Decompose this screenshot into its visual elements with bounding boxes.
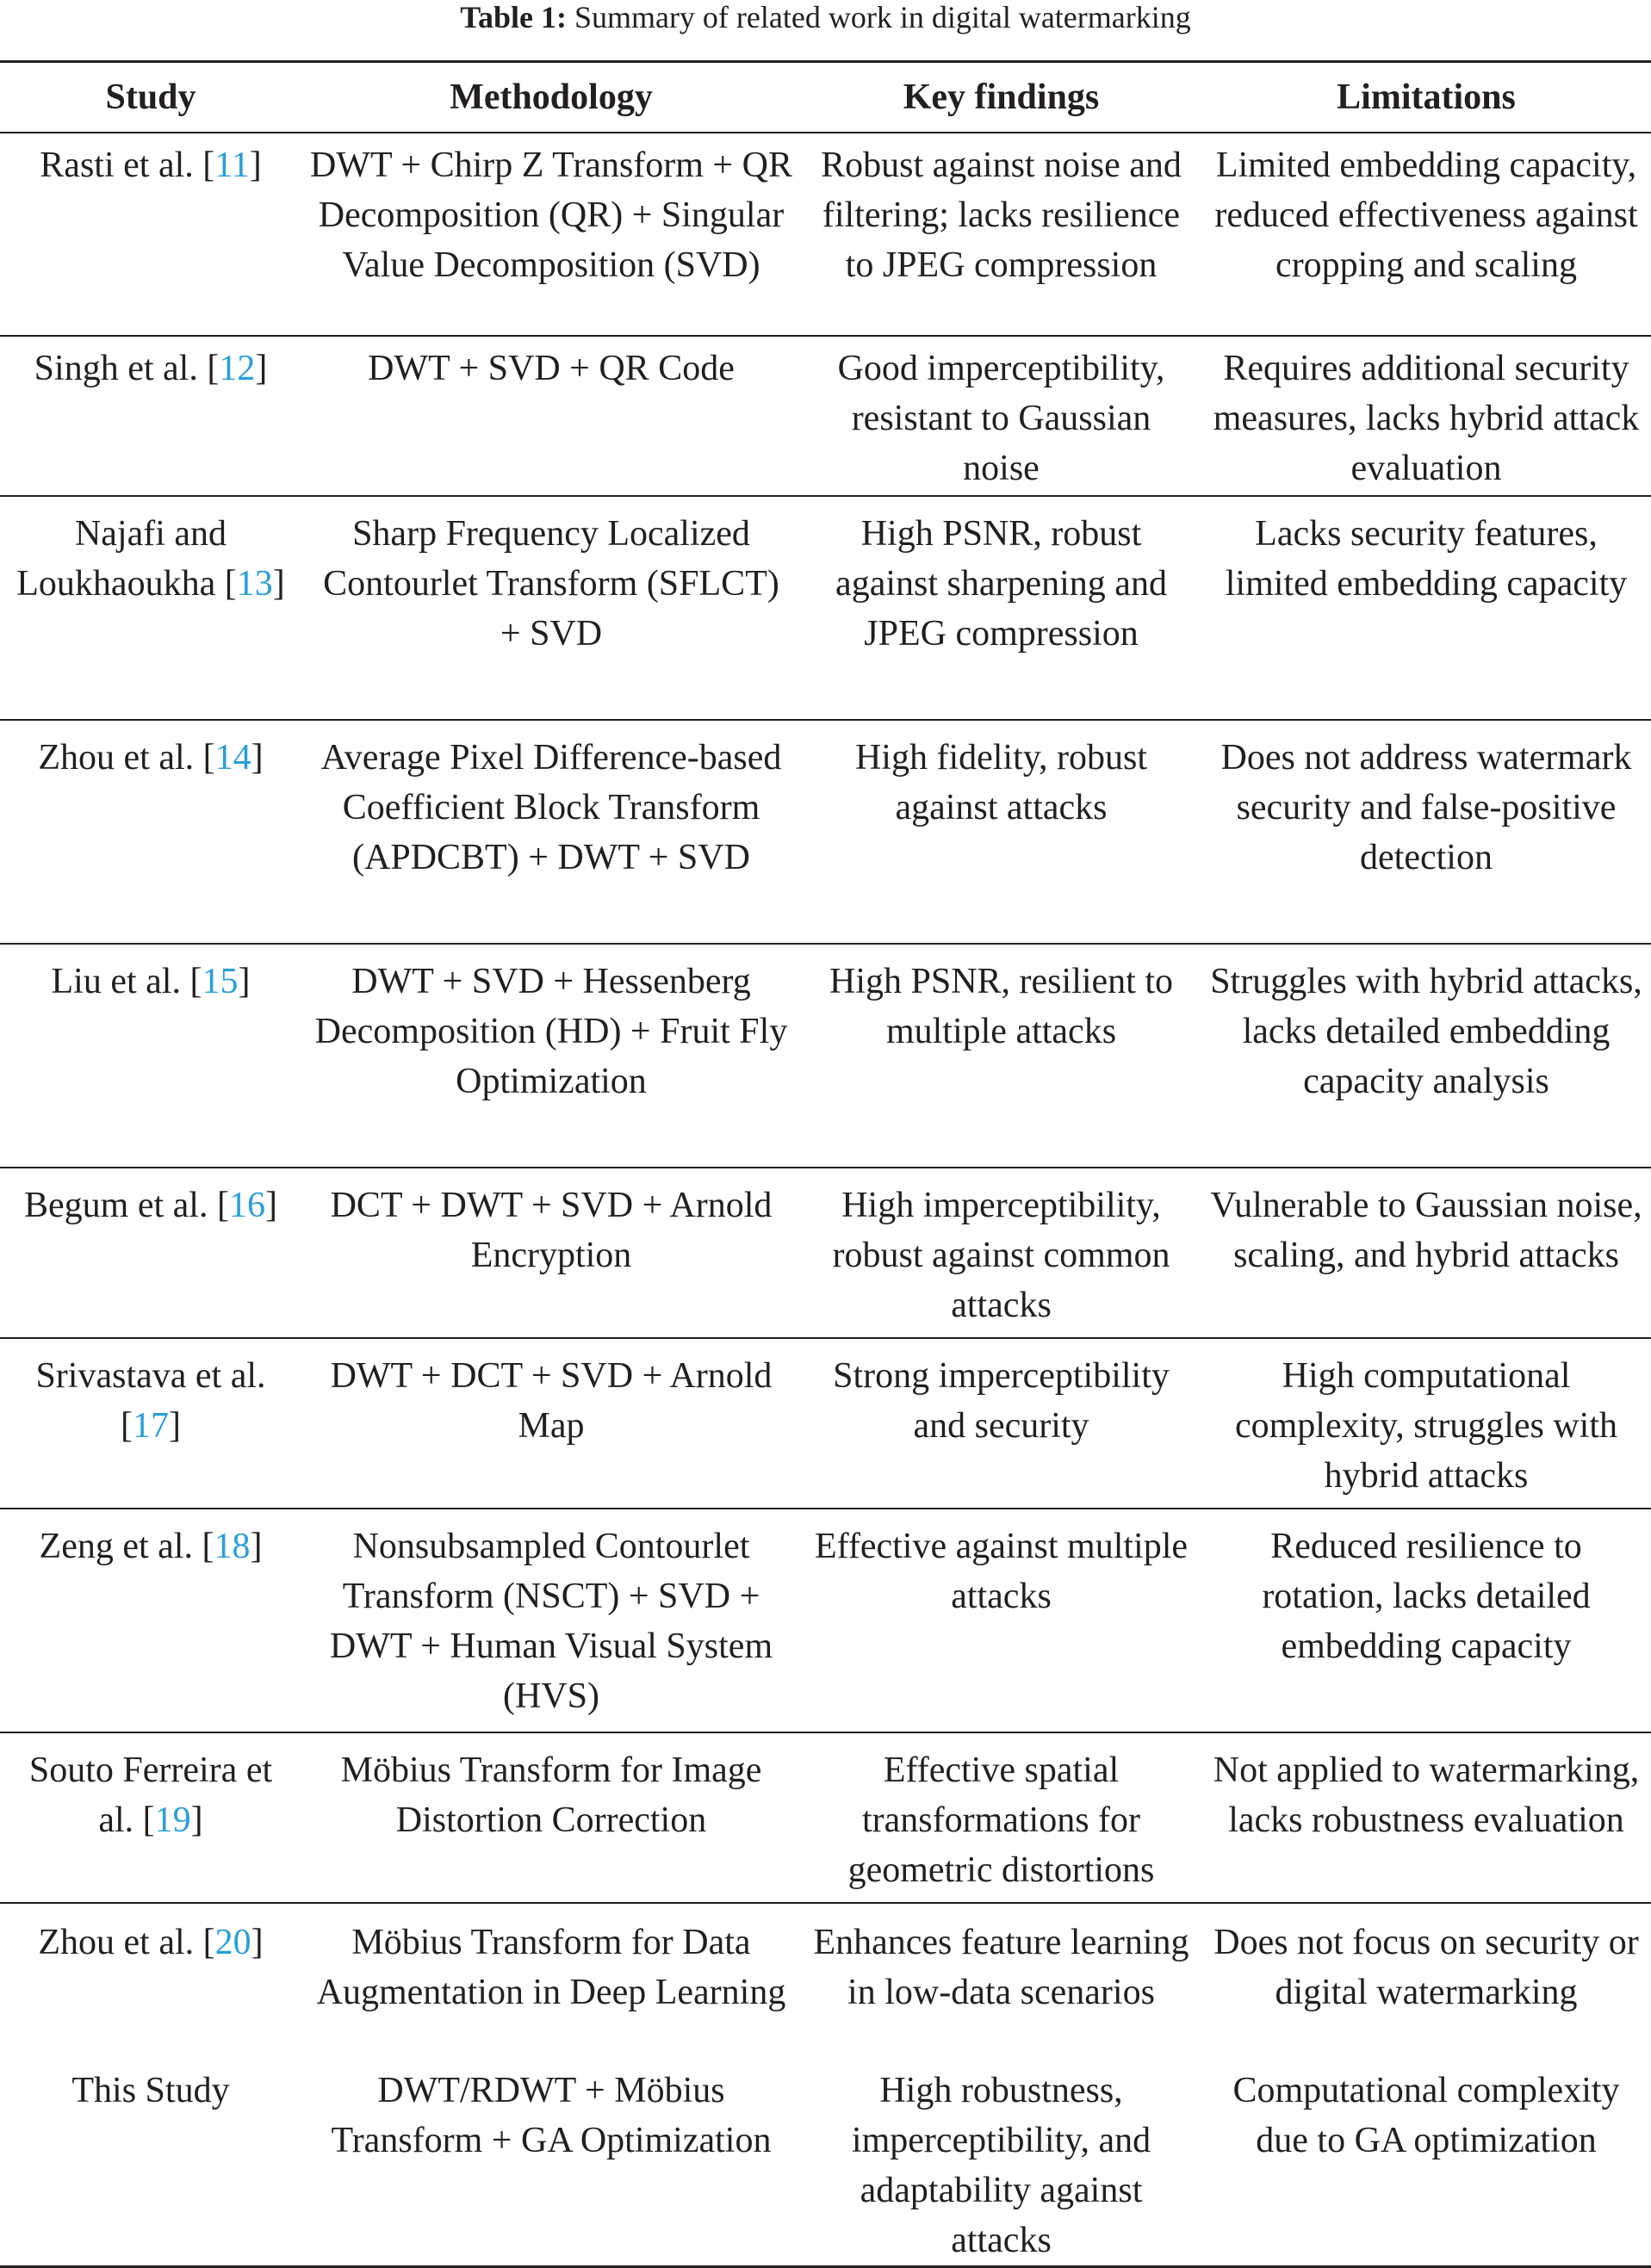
- study-bracket: ]: [264, 1186, 277, 1225]
- cell-methodology: DWT + DCT + SVD + Arnold Map: [301, 1338, 801, 1509]
- study-bracket: ]: [251, 1923, 264, 1962]
- cell-limitations: Limited embedding capacity, reduced effectiveness against cropping and scaling: [1201, 133, 1651, 336]
- header-limitations: Limitations: [1201, 62, 1651, 133]
- cell-limitations: Does not address watermark security and false-positive detection: [1201, 720, 1651, 944]
- table-caption-text: Summary of related work in digital watermarking: [574, 0, 1191, 34]
- citation-link[interactable]: 18: [214, 1527, 251, 1566]
- table-row-this-study: [0, 2066, 1651, 2267]
- cell-key-findings: High imperceptibility, robust against common attacks: [801, 1168, 1201, 1338]
- cell-limitations: Reduced resilience to rotation, lacks detailed embedding capacity: [1201, 1509, 1651, 1732]
- study-name: Begum et al. [: [24, 1186, 229, 1225]
- cell-study: [0, 1509, 301, 1732]
- table-row: [0, 496, 1651, 720]
- study-bracket: ]: [255, 349, 268, 388]
- study-name: Singh et al. [: [34, 349, 220, 388]
- citation-link[interactable]: 14: [214, 738, 251, 778]
- table-row: [0, 720, 1651, 944]
- study-name: Liu et al. [: [51, 962, 202, 1001]
- table-body: [0, 133, 1651, 2267]
- cell-key-findings: Effective against multiple attacks: [801, 1509, 1201, 1732]
- cell-study: [0, 336, 301, 496]
- study-bracket: ]: [169, 1406, 181, 1446]
- study-name: Najafi and Loukhaoukha [: [16, 514, 237, 604]
- cell-limitations: Vulnerable to Gaussian noise, scaling, and hybrid attacks: [1201, 1168, 1651, 1338]
- table-row: [0, 336, 1651, 496]
- study-name: Zeng et al. [: [39, 1527, 214, 1566]
- cell-study: [0, 2066, 301, 2267]
- header-row: [0, 62, 1651, 133]
- cell-study: [0, 720, 301, 944]
- table-row: [0, 133, 1651, 336]
- citation-link[interactable]: 13: [236, 564, 273, 604]
- study-name: Souto Ferreira et al. [: [28, 1751, 273, 1840]
- cell-key-findings: High fidelity, robust against attacks: [801, 720, 1201, 944]
- citation-link[interactable]: 17: [133, 1406, 169, 1446]
- citation-link[interactable]: 12: [219, 349, 256, 388]
- cell-limitations: Does not focus on security or digital watermarking: [1213, 1923, 1639, 2012]
- cell-methodology: Möbius Transform for Data Augmentation in Deep Learning: [316, 1923, 786, 2012]
- cell-limitations: Computational complexity due to GA optimization: [1201, 2066, 1651, 2267]
- citation-link[interactable]: 15: [202, 962, 239, 1001]
- cell-key-findings: High PSNR, robust against sharpening and JPEG compression: [801, 496, 1201, 720]
- cell-methodology: Sharp Frequency Localized Contourlet Transform (SFLCT) + SVD: [301, 496, 801, 720]
- cell-limitations: Requires additional security measures, lacks hybrid attack evaluation: [1201, 336, 1651, 496]
- cell-study: [0, 944, 301, 1168]
- table-row: [0, 1509, 1651, 1732]
- cell-methodology: Nonsubsampled Contourlet Transform (NSCT) + SVD + DWT + Human Visual System (HVS): [301, 1509, 801, 1732]
- cell-methodology: DWT + SVD + Hessenberg Decomposition (HD) + Fruit Fly Optimization: [301, 944, 801, 1168]
- cell-limitations: Struggles with hybrid attacks, lacks detailed embedding capacity analysis: [1201, 944, 1651, 1168]
- cell-key-findings: Strong imperceptibility and security: [801, 1338, 1201, 1509]
- citation-link[interactable]: 20: [214, 1923, 251, 1962]
- study-bracket: ]: [190, 1800, 203, 1840]
- citation-link[interactable]: 16: [228, 1186, 265, 1225]
- citation-link[interactable]: 11: [214, 146, 250, 185]
- cell-key-findings: Enhances feature learning in low-data scenarios: [813, 1923, 1189, 2012]
- header-key-findings: Key findings: [801, 62, 1201, 133]
- cell-methodology: DWT + SVD + QR Code: [301, 336, 801, 496]
- cell-key-findings: Good imperceptibility, resistant to Gaussian noise: [801, 336, 1201, 496]
- cell-study: [0, 1732, 301, 1903]
- study-bracket: ]: [251, 738, 264, 778]
- header-methodology: Methodology: [301, 62, 801, 133]
- cell-study: [0, 496, 301, 720]
- table-header: [0, 62, 1651, 133]
- cell-key-findings: Robust against noise and filtering; lacks resilience to JPEG compression: [801, 133, 1201, 336]
- study-name: Rasti et al. [: [40, 146, 215, 185]
- study-name: This Study: [71, 2071, 230, 2110]
- table-row: [0, 1903, 1651, 2066]
- study-name: Zhou et al. [: [38, 738, 215, 778]
- cell-methodology: DCT + DWT + SVD + Arnold Encryption: [301, 1168, 801, 1338]
- cell-study: [0, 1168, 301, 1338]
- study-bracket: ]: [249, 146, 262, 185]
- related-work-table: [0, 60, 1651, 2268]
- table-row: [0, 1338, 1651, 1509]
- table-caption: [0, 0, 1651, 38]
- citation-link[interactable]: 19: [154, 1800, 191, 1840]
- cell-methodology: Möbius Transform for Image Distortion Correction: [301, 1732, 801, 1903]
- study-name: Srivastava et al. [: [35, 1356, 266, 1446]
- cell-key-findings: High PSNR, resilient to multiple attacks: [801, 944, 1201, 1168]
- cell-study: [0, 1903, 301, 2066]
- study-name: Zhou et al. [: [38, 1923, 215, 1962]
- table-row: [0, 1168, 1651, 1338]
- study-bracket: ]: [238, 962, 251, 1001]
- table-row: [0, 1732, 1651, 1903]
- cell-study: [0, 1338, 301, 1509]
- cell-limitations: High computational complexity, struggles with hybrid attacks: [1201, 1338, 1651, 1509]
- study-bracket: ]: [272, 564, 285, 604]
- cell-methodology: Average Pixel Difference-based Coefficient Block Transform (APDCBT) + DWT + SVD: [301, 720, 801, 944]
- cell-methodology: DWT + Chirp Z Transform + QR Decomposition (QR) + Singular Value Decomposition (SVD): [301, 133, 801, 336]
- cell-study: [0, 133, 301, 336]
- cell-limitations: Lacks security features, limited embedding capacity: [1201, 496, 1651, 720]
- cell-limitations: Not applied to watermarking, lacks robustness evaluation: [1201, 1732, 1651, 1903]
- table-caption-label: Table 1:: [460, 0, 567, 34]
- cell-key-findings: Effective spatial transformations for geometric distortions: [801, 1732, 1201, 1903]
- cell-key-findings: High robustness, imperceptibility, and adaptability against attacks: [801, 2066, 1201, 2267]
- study-bracket: ]: [250, 1527, 263, 1566]
- cell-methodology: DWT/RDWT + Möbius Transform + GA Optimization: [301, 2066, 801, 2267]
- header-study: Study: [0, 62, 301, 133]
- table-row: [0, 944, 1651, 1168]
